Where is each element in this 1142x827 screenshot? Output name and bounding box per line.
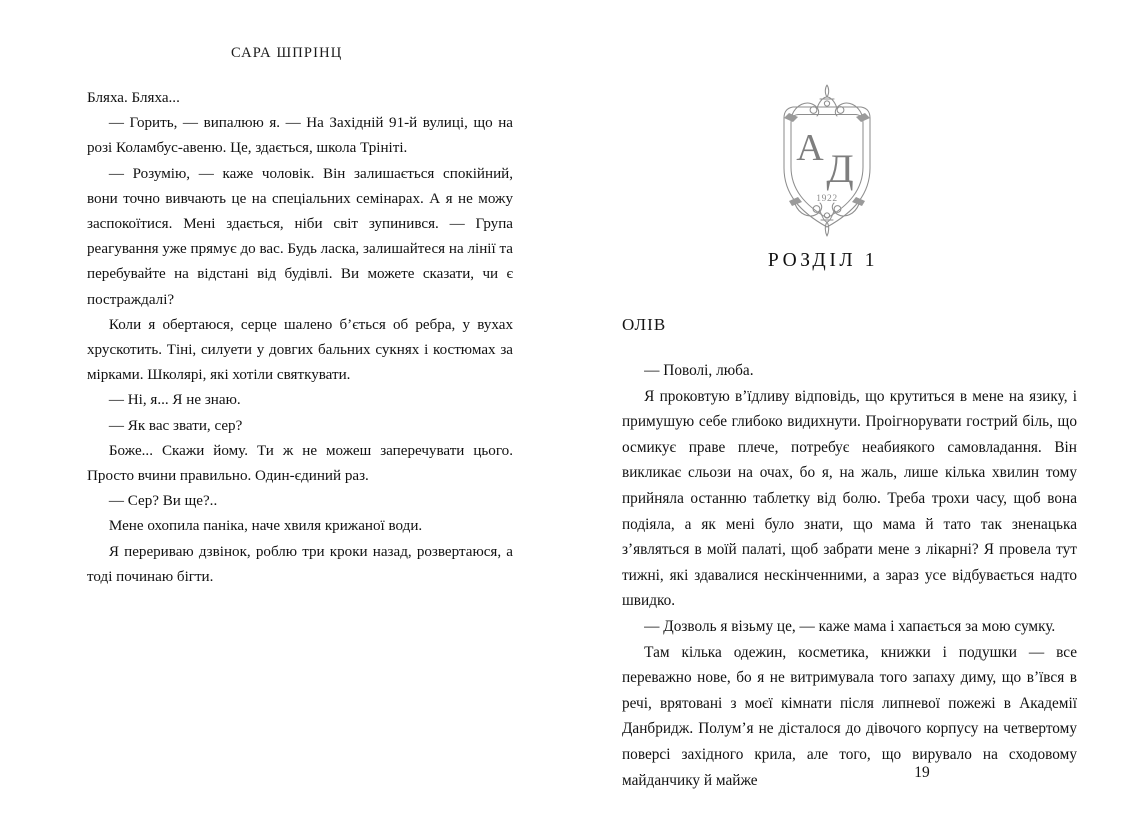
paragraph: — Дозволь я візьму це, — каже мама і хапається за мою сумку. — [644, 617, 1056, 635]
paragraph: Я перериваю дзвінок, роблю три кроки назад, розвертаюся, а тоді починаю бігти. — [87, 543, 513, 585]
academy-crest-icon — [752, 82, 902, 242]
page-number: 19 — [914, 764, 930, 781]
paragraph: Я проковтую в’їдливу відповідь, що крутиться в мене на язику, і примушую себе глибоко видихнути. Проігнорувати гострий біль, що осмикує праве плече, потребує неабиякого самовладання. Він викликає сльози на очах, бо я, на жаль, лише кілька хвилин тому прийняла останню таблетку від болю. Треба трохи часу, щоб вона подіяла, а як мені було знати, що мама й тато так зненацька з’являться в моїй палаті, щоб забрати мене з лікарні? Я провела тут тижні, які здавалися нескінченними, а зараз усе відбувається надто швидко. — [622, 387, 1077, 610]
chapter-title: РОЗДІЛ 1 — [767, 250, 879, 271]
paragraph: — Як вас звати, сер? — [108, 417, 243, 434]
paragraph: Бляха. Бляха... — [87, 90, 180, 106]
recto-text-block — [622, 358, 1077, 793]
crest-year: 1922 — [816, 194, 838, 204]
paragraph: Боже... Скажи йому. Ти ж не можеш заперечувати цього. Просто вчини правильно. Один-єдиний раз. — [87, 442, 513, 485]
section-name: ОЛІВ — [622, 315, 667, 334]
paragraph: — Поволі, люба. — [644, 362, 754, 379]
paragraph: — Ні, я... Я не знаю. — [108, 392, 241, 409]
paragraph: Мене охопила паніка, наче хвиля крижаної води. — [108, 518, 423, 535]
paragraph: — Сер? Ви ще?.. — [108, 493, 218, 510]
paragraph: Там кілька одежин, косметика, книжки і подушки — все переважно нове, бо я не витримувала того запаху диму, що в’ївся в речі, врятовані з моєї кімнати після липневої пожежі в Академії Данбридж. Полум’я не дісталося до дівочого корпусу на четвертому поверсі західного крила, але того, що вирувало на сходовому майданчику й майже — [622, 643, 1077, 789]
running-head: САРА ШПРІНЦ — [231, 45, 343, 61]
svg-text:Д: Д — [826, 146, 854, 191]
paragraph: Коли я обертаюся, серце шалено б’ється об ребра, у вухах хрускотить. Тіні, силуети у довгих бальних сукнях і костюмах за мірками. Школярі, які хотіли святкувати. — [87, 316, 513, 384]
verso-text-block — [87, 86, 513, 590]
paragraph: — Горить, — випалюю я. — На Західній 91-й вулиці, що на розі Коламбус-авеню. Це, здається, школа Трініті. — [87, 115, 513, 157]
paragraph: — Розумію, — каже чоловік. Він залишається спокійний, вони точно вивчають це на спеціальних семінарах. А я не можу заспокоїтися. Мені здається, ніби світ зупинився. — Група реагування уже прямує до вас. Будь ласка, залишайтеся на лінії та перебувайте на відстані від будівлі. Ви можете сказати, чи є постраждалі? — [87, 165, 513, 308]
recto-page — [571, 0, 1142, 827]
svg-text:А: А — [796, 127, 824, 169]
